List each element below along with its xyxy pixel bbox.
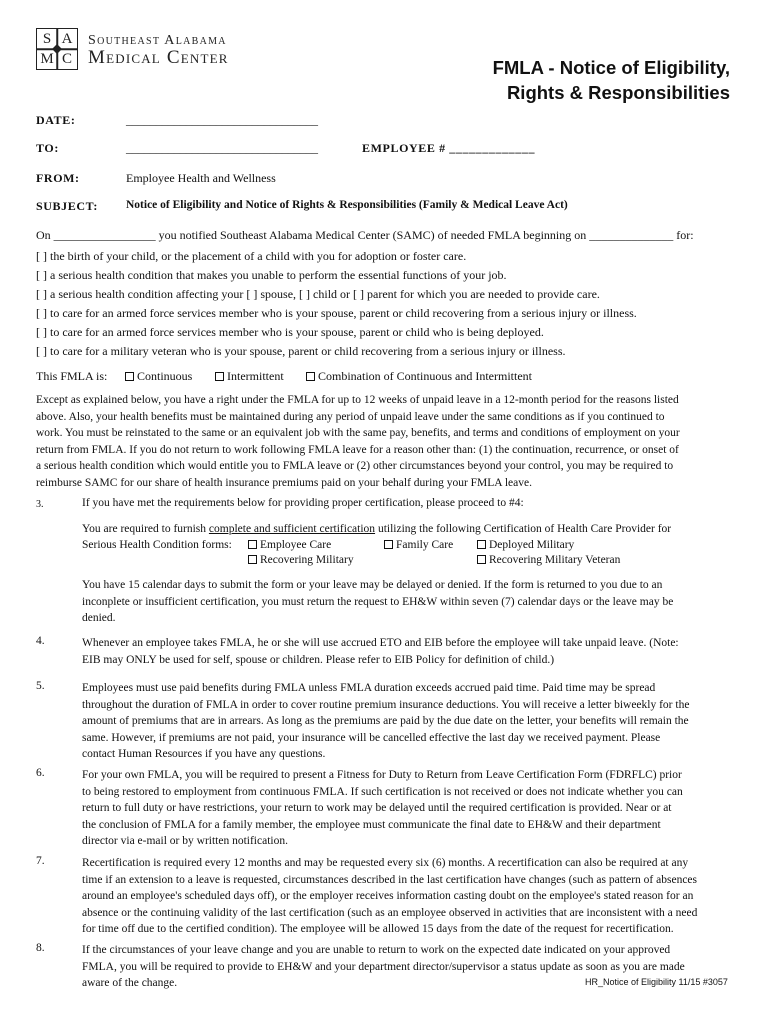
checkbox-continuous[interactable] [125,372,134,381]
cert-prefix: You are required to furnish [82,523,209,535]
rights-explanation [36,392,680,491]
checkbox-intermittent[interactable] [215,372,224,381]
checkbox-recovering-military[interactable] [248,555,257,564]
item-7-line: time if an extension to a leave is requested, circumstances described in the last certification have changes (such as pattern of absences [82,873,698,886]
cert-option-recovering-veteran-label: Recovering Military Veteran [489,554,621,566]
item-4-line: Whenever an employee takes FMLA, he or she will use accrued ETO and EIB before the employee will take unpaid leave. (Note: [82,637,679,649]
item-7-number: 7. [36,855,45,867]
cert-option-family-care[interactable] [384,537,453,554]
item-5-number: 5. [36,680,45,692]
explain-line: return from FMLA. If you do not return to work following FMLA leave for a reason other than: (1) the continuation, recurrence, or onset of [36,443,679,456]
cert-option-recovering-military-label: Recovering Military [260,554,354,566]
checkbox-deployed-military[interactable] [477,540,486,549]
employee-number-field[interactable]: EMPLOYEE # _____________ [362,141,536,155]
cert-option-recovering-military[interactable] [248,552,354,569]
item-3-text: If you have met the requirements below for providing proper certification, please proceed to #4: [82,497,524,509]
logo-name-line1: Southeast Alabama [88,33,227,48]
reason-veteran[interactable]: [ ] to care for a military veteran who is your spouse, parent or child recovering from a serious injury or illness. [36,344,566,358]
logo-letter-a: A [61,30,73,47]
logo-letter-m: M [40,50,54,67]
item-8-line: If the circumstances of your leave change and you are unable to return to work on the expected date indicated on your approved [82,944,671,956]
fmla-type-combination-label: Combination of Continuous and Intermittent [318,369,532,383]
subject-label: SUBJECT: [36,199,98,213]
explain-line: above. Also, your health benefits must be maintained during any period of unpaid leave under the same conditions as if you continued to [36,410,665,423]
checkbox-employee-care[interactable] [248,540,257,549]
item-6-line: director via e-mail or by written notification. [82,835,288,847]
item-5-line: Employees must use paid benefits during FMLA unless FMLA duration exceeds accrued paid time. Paid time may be spread [82,682,656,694]
item-7-line: around an employee's scheduled days off), or the employer receives information casting doubt on the employee's stated reason for an [82,890,694,902]
reason-own-condition[interactable]: [ ] a serious health condition that makes you unable to perform the essential functions of your job. [36,268,507,282]
checkbox-combination[interactable] [306,372,315,381]
from-value: Employee Health and Wellness [126,171,276,185]
item-4-line: EIB may ONLY be used for self, spouse or children. Please refer to EIB Policy for definition of child.) [82,653,555,666]
cert-option-recovering-veteran[interactable] [477,552,620,569]
reason-birth[interactable]: [ ] the birth of your child, or the placement of a child with you for adoption or foster care. [36,249,467,263]
certification-deadline [82,577,673,627]
logo-name-line2: Medical Center [88,47,229,68]
item-6-line: return to full duty or have restrictions, your return to work may be delayed until the required certification is provided. Near or at [82,802,672,814]
fmla-type-label: This FMLA is: [36,369,108,383]
item-5-line: same. However, if premiums are not paid, your insurance will be cancelled effective the last day we received payment. Please [82,731,661,744]
item-6-line: to being restored to employment from continuous FMLA. If such certification is not received or does not indicate whether you can [82,785,683,798]
date-field[interactable]: ________________________________ [126,113,318,127]
intro-line: On _________________ you notified Southeast Alabama Medical Center (SAMC) of needed FMLA beginning on ______________ for: [36,228,694,242]
date-label: DATE: [36,113,76,127]
item-7-text [82,855,697,938]
item-7-line: absence or the continuing validity of the last certification (such as an employee observed in activities that are inconsistent with a need [82,906,698,919]
item-7-line: for time off due to the certified condition). The employee will be allowed 15 days from the date of the request for recertification. [82,923,674,935]
cert-option-employee-care-label: Employee Care [260,539,332,551]
item-6-number: 6. [36,767,45,779]
form-footer-id: HR_Notice of Eligibility 11/15 #3057 [585,977,728,987]
item-4-number: 4. [36,635,45,647]
deadline-line: denied. [82,612,116,624]
samc-logo-mark [36,28,78,70]
cert-option-family-care-label: Family Care [396,539,454,551]
item-8-number: 8. [36,942,45,954]
title-line1: FMLA - Notice of Eligibility, [492,57,730,78]
deadline-line: inconplete or insufficient certification, you must return the request to EH&W within seven (7) calendar days or the leave may be [82,595,674,608]
item-4-text [82,635,679,668]
subject-value: Notice of Eligibility and Notice of Rights & Responsibilities (Family & Medical Leave Act) [126,199,568,211]
item-5-line: amount of premiums that are in arrears. As long as the premiums are paid by the due date on the letter, your benefits will remain the [82,715,689,727]
to-label: TO: [36,141,59,155]
fmla-type-intermittent-label: Intermittent [227,369,284,383]
item-5-text [82,680,689,763]
explain-line: a serious health condition which would entitle you to FMLA leave or (2) other circumstances beyond your control, you may be required to [36,460,674,472]
document-title [493,55,730,105]
item-5-line: throughout the duration of FMLA in order to cover routine premium insurance deductions. You will receive a letter biweekly for the [82,698,690,711]
fmla-type-combination[interactable] [306,369,532,384]
checkbox-family-care[interactable] [384,540,393,549]
checkbox-recovering-veteran[interactable] [477,555,486,564]
fmla-type-continuous-label: Continuous [137,369,193,383]
item-6-line: For your own FMLA, you will be required to present a Fitness for Duty to Return from Leave Certification Form (FDRFLC) prior [82,769,682,781]
title-line2: Rights & Responsibilities [506,82,730,103]
reason-military-recovering[interactable]: [ ] to care for an armed force services member who is your spouse, parent or child recovering from a serious injury or illness. [36,306,637,320]
certification-requirement [82,521,671,538]
explain-line: Except as explained below, you have a right under the FMLA for up to 12 weeks of unpaid leave in a 12-month period for the reasons listed [36,394,679,406]
item-8-line: aware of the change. [82,977,178,989]
cert-suffix: utilizing the following Certification of Health Care Provider for [375,523,672,535]
reason-military-deployed[interactable]: [ ] to care for an armed force services member who is your spouse, parent or child who is being deployed. [36,325,544,339]
fmla-type-intermittent[interactable] [215,369,284,384]
item-7-line: Recertification is required every 12 months and may be requested every six (6) months. A recertification can also be required at any [82,857,689,869]
logo-letter-c: C [61,50,72,67]
fmla-type-continuous[interactable] [125,369,192,384]
deadline-line: You have 15 calendar days to submit the form or your leave may be delayed or denied. If the form is returned to you due to an [82,579,663,591]
explain-line: work. You must be reinstated to the same or an equivalent job with the same pay, benefits, and terms and conditions of employment on your [36,427,680,439]
reason-family-condition[interactable]: [ ] a serious health condition affecting your [ ] spouse, [ ] child or [ ] parent for which you are needed to provide care. [36,287,600,301]
cert-underlined: complete and sufficient certification [208,523,376,535]
cert-forms-label: Serious Health Condition forms: [82,539,232,551]
item-5-line: contact Human Resources if you have any questions. [82,748,326,760]
item-6-line: the conclusion of FMLA for a family member, the employee must communicate the final date to EH&W and their department [82,818,661,831]
explain-line: reimburse SAMC for our share of health insurance premiums paid on your behalf during your FMLA leave. [36,476,532,489]
item-8-line: FMLA, you will be required to provide to EH&W and your department director/supervisor a status update as soon as you are made [82,960,685,973]
from-label: FROM: [36,171,80,185]
item-6-text [82,767,683,850]
to-field[interactable]: ________________________________ [126,141,318,155]
logo-letter-s: S [42,30,52,47]
cert-option-deployed-military-label: Deployed Military [489,539,575,551]
item-3-number: 3. [36,499,44,510]
